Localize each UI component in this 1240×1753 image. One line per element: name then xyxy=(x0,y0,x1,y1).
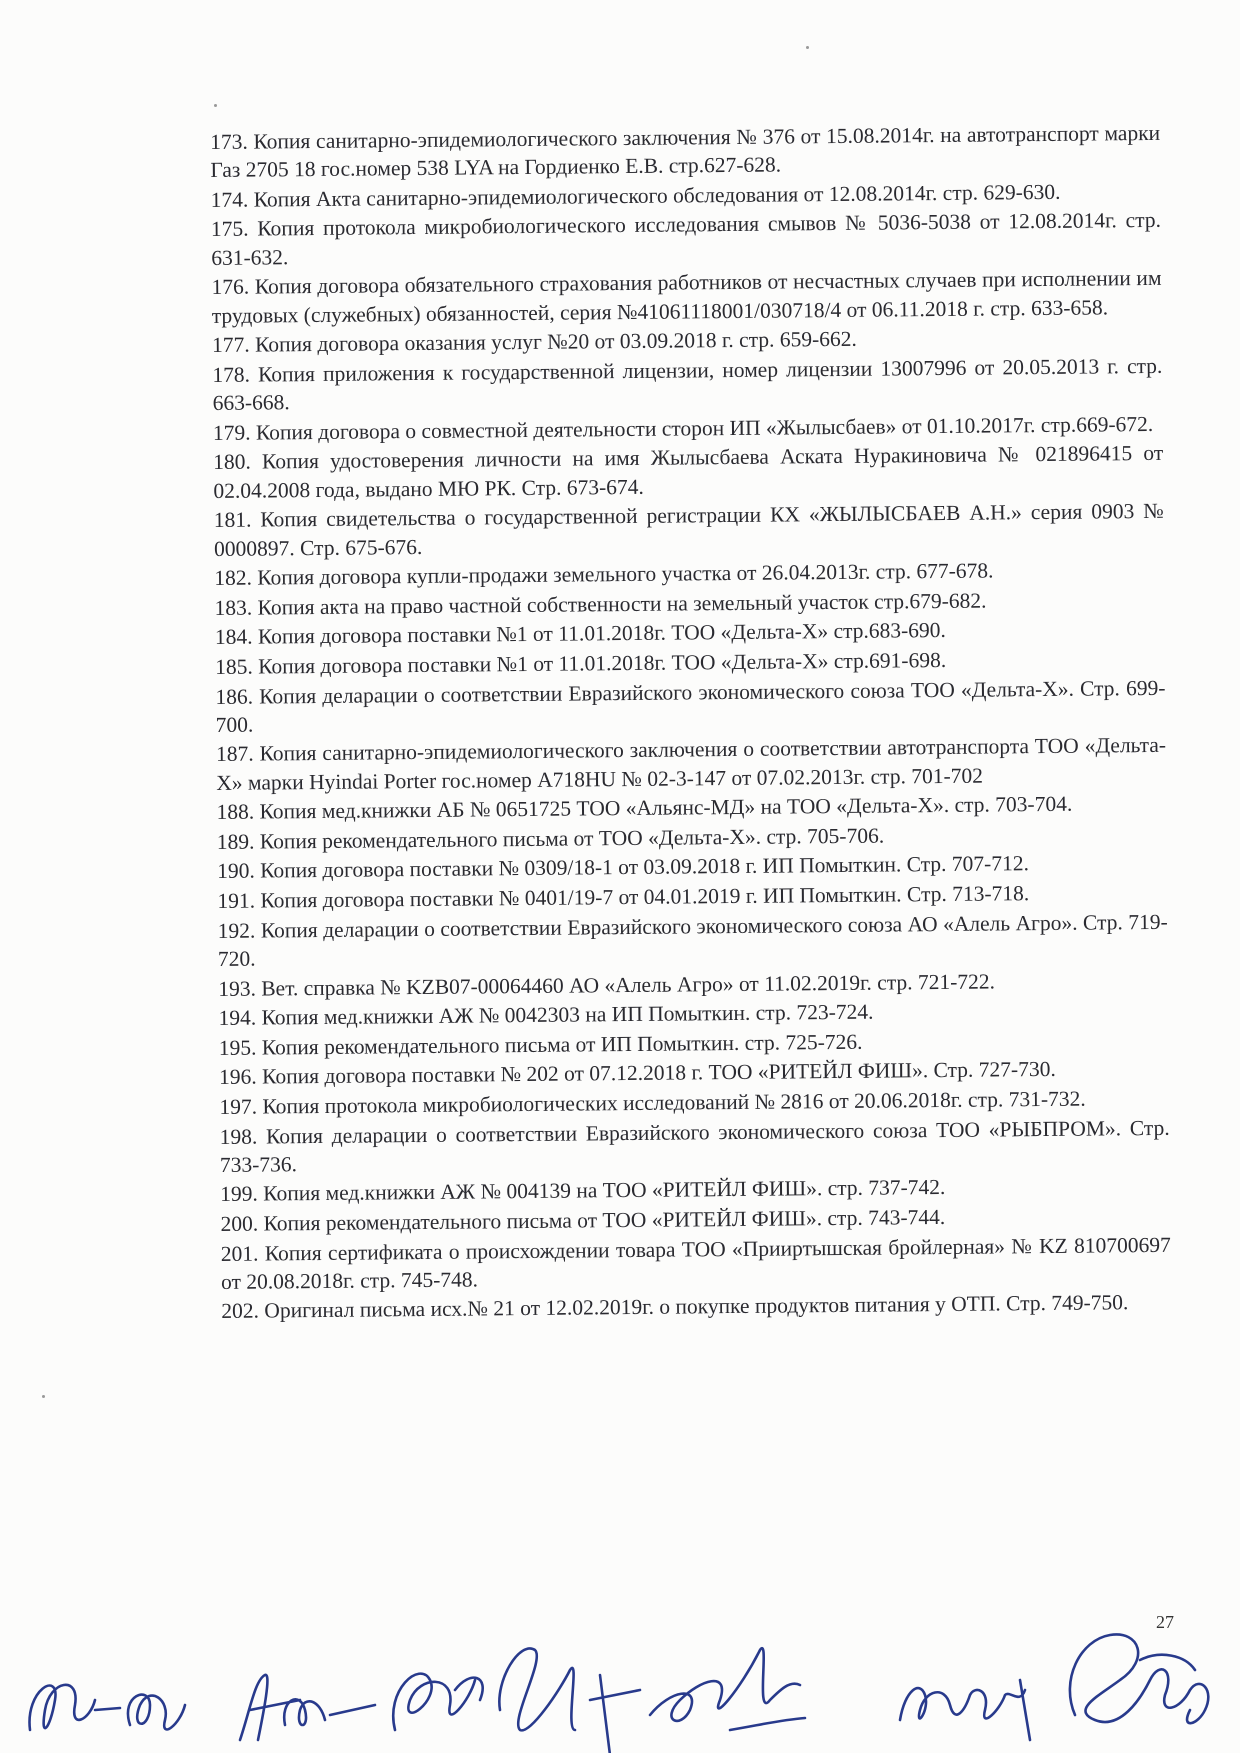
list-item: 184. Копия договора поставки №1 от 11.01.2018г. ТОО «Дельта-Х» стр.683-690. xyxy=(214,618,946,650)
list-item: 192. Копия деларации о соответствии Евразийского экономического союза АО «Алель Агро». Стр. 719-720. xyxy=(217,909,1168,971)
list-item: 191. Копия договора поставки № 0401/19-7 от 04.01.2019 г. ИП Помыткин. Стр. 713-718. xyxy=(217,881,1030,914)
list-item: 190. Копия договора поставки № 0309/18-1 от 03.09.2018 г. ИП Помыткин. Стр. 707-712. xyxy=(217,851,1030,884)
scan-speck xyxy=(806,46,809,49)
list-item: 188. Копия мед.книжки АБ № 0651725 ТОО «Альянс-МД» на ТОО «Дельта-Х». стр. 703-704. xyxy=(216,792,1073,825)
list-item: 176. Копия договора обязательного страхования работников от несчастных случаев при исполнении им трудовых (служебных) обязанностей, серия №41061118001/030718/4 от 06.11.2018 г. стр. 633-658. xyxy=(211,266,1162,328)
list-item: 178. Копия приложения к государственной лицензии, номер лицензии 13007996 от 20.05.2013 г. стр. 663-668. xyxy=(212,353,1163,416)
list-item: 199. Копия мед.книжки АЖ № 004139 на ТОО «РИТЕЙЛ ФИШ». стр. 737-742. xyxy=(220,1175,946,1207)
signatures-row xyxy=(0,1580,1240,1753)
list-item: 187. Копия санитарно-эпидемиологического заключения о соответствии автотранспорта ТОО «Дельта-Х» марки Hyindai Porter гос.номер A718HU № 02-3-147 от 07.02.2013г. стр. 701-702 xyxy=(215,733,1167,795)
signature-3 xyxy=(393,1648,640,1753)
list-item: 196. Копия договора поставки № 202 от 07.12.2018 г. ТОО «РИТЕЙЛ ФИШ». Стр. 727-730. xyxy=(218,1057,1056,1090)
list-item: 174. Копия Акта санитарно-эпидемиологического обследования от 12.08.2014г. стр. 629-630. xyxy=(210,179,1061,212)
list-item: 198. Копия деларации о соответствии Евразийского экономического союза ТОО «РЫБПРОМ». Стр. 733-736. xyxy=(219,1115,1170,1177)
signature-5 xyxy=(900,1680,1030,1740)
list-item: 186. Копия деларации о соответствии Евразийского экономического союза ТОО «Дельта-Х». Стр. 699-700. xyxy=(215,675,1166,737)
document-list xyxy=(210,119,1171,1327)
list-item: 181. Копия свидетельства о государственной регистрации КХ «ЖЫЛЫСБАЕВ А.Н.» серия 0903 № 0000897. Стр. 675-676. xyxy=(213,499,1164,561)
list-item: 189. Копия рекомендательного письма от ТОО «Дельта-Х». стр. 705-706. xyxy=(216,823,885,854)
list-item: 177. Копия договора оказания услуг №20 от 03.09.2018 г. стр. 659-662. xyxy=(211,327,857,358)
list-item: 200. Копия рекомендательного письма от ТОО «РИТЕЙЛ ФИШ». стр. 743-744. xyxy=(220,1204,946,1236)
list-item: 173. Копия санитарно-эпидемиологического заключения № 376 от 15.08.2014г. на автотранспорт марки Газ 2705 18 гос.номер 538 LYA на Гордиенко Е.В. стр.627-628. xyxy=(210,120,1161,183)
scan-speck xyxy=(214,104,217,107)
list-item: 194. Копия мед.книжки АЖ № 0042303 на ИП Помыткин. стр. 723-724. xyxy=(218,999,874,1031)
list-item: 179. Копия договора о совместной деятельности сторон ИП «Жылысбаев» от 01.10.2017г. стр.669-672. xyxy=(212,411,1154,445)
list-item: 183. Копия акта на право частной собственности на земельный участок стр.679-682. xyxy=(214,588,987,620)
scan-speck xyxy=(42,1395,45,1398)
list-item: 201. Копия сертификата о происхождении товара ТОО «Прииртышская бройлерная» № KZ 810700697 от 20.08.2018г. стр. 745-748. xyxy=(220,1232,1171,1294)
list-item: 175. Копия протокола микробиологического исследования смывов № 5036-5038 от 12.08.2014г. стр. 631-632. xyxy=(210,208,1162,270)
signature-4 xyxy=(650,1648,805,1730)
signature-6 xyxy=(1070,1634,1208,1723)
list-item: 193. Вет. справка № KZB07-00064460 АО «Алель Агро» от 11.02.2019г. стр. 721-722. xyxy=(218,969,996,1001)
list-item: 180. Копия удостоверения личности на имя Жылысбаева Аската Нуракиновича № 021896415 от 02.04.2008 года, выдано МЮ РК. Стр. 673-674. xyxy=(213,441,1164,503)
list-item: 182. Копия договора купли-продажи земельного участка от 26.04.2013г. стр. 677-678. xyxy=(214,558,994,591)
page-number: 27 xyxy=(1156,1612,1174,1632)
list-item: 185. Копия договора поставки №1 от 11.01.2018г. ТОО «Дельта-Х» стр.691-698. xyxy=(215,647,947,679)
signature-1 xyxy=(30,1685,185,1730)
list-item: 195. Копия рекомендательного письма от ИП Помыткин. стр. 725-726. xyxy=(218,1029,863,1060)
list-item: 202. Оригинал письма исх.№ 21 от 12.02.2019г. о покупке продуктов питания у ОТП. Стр. 749-750. xyxy=(221,1290,1129,1324)
list-item: 197. Копия протокола микробиологических исследований № 2816 от 20.06.2018г. стр. 731-732. xyxy=(219,1086,1086,1119)
signature-2 xyxy=(240,1675,375,1740)
